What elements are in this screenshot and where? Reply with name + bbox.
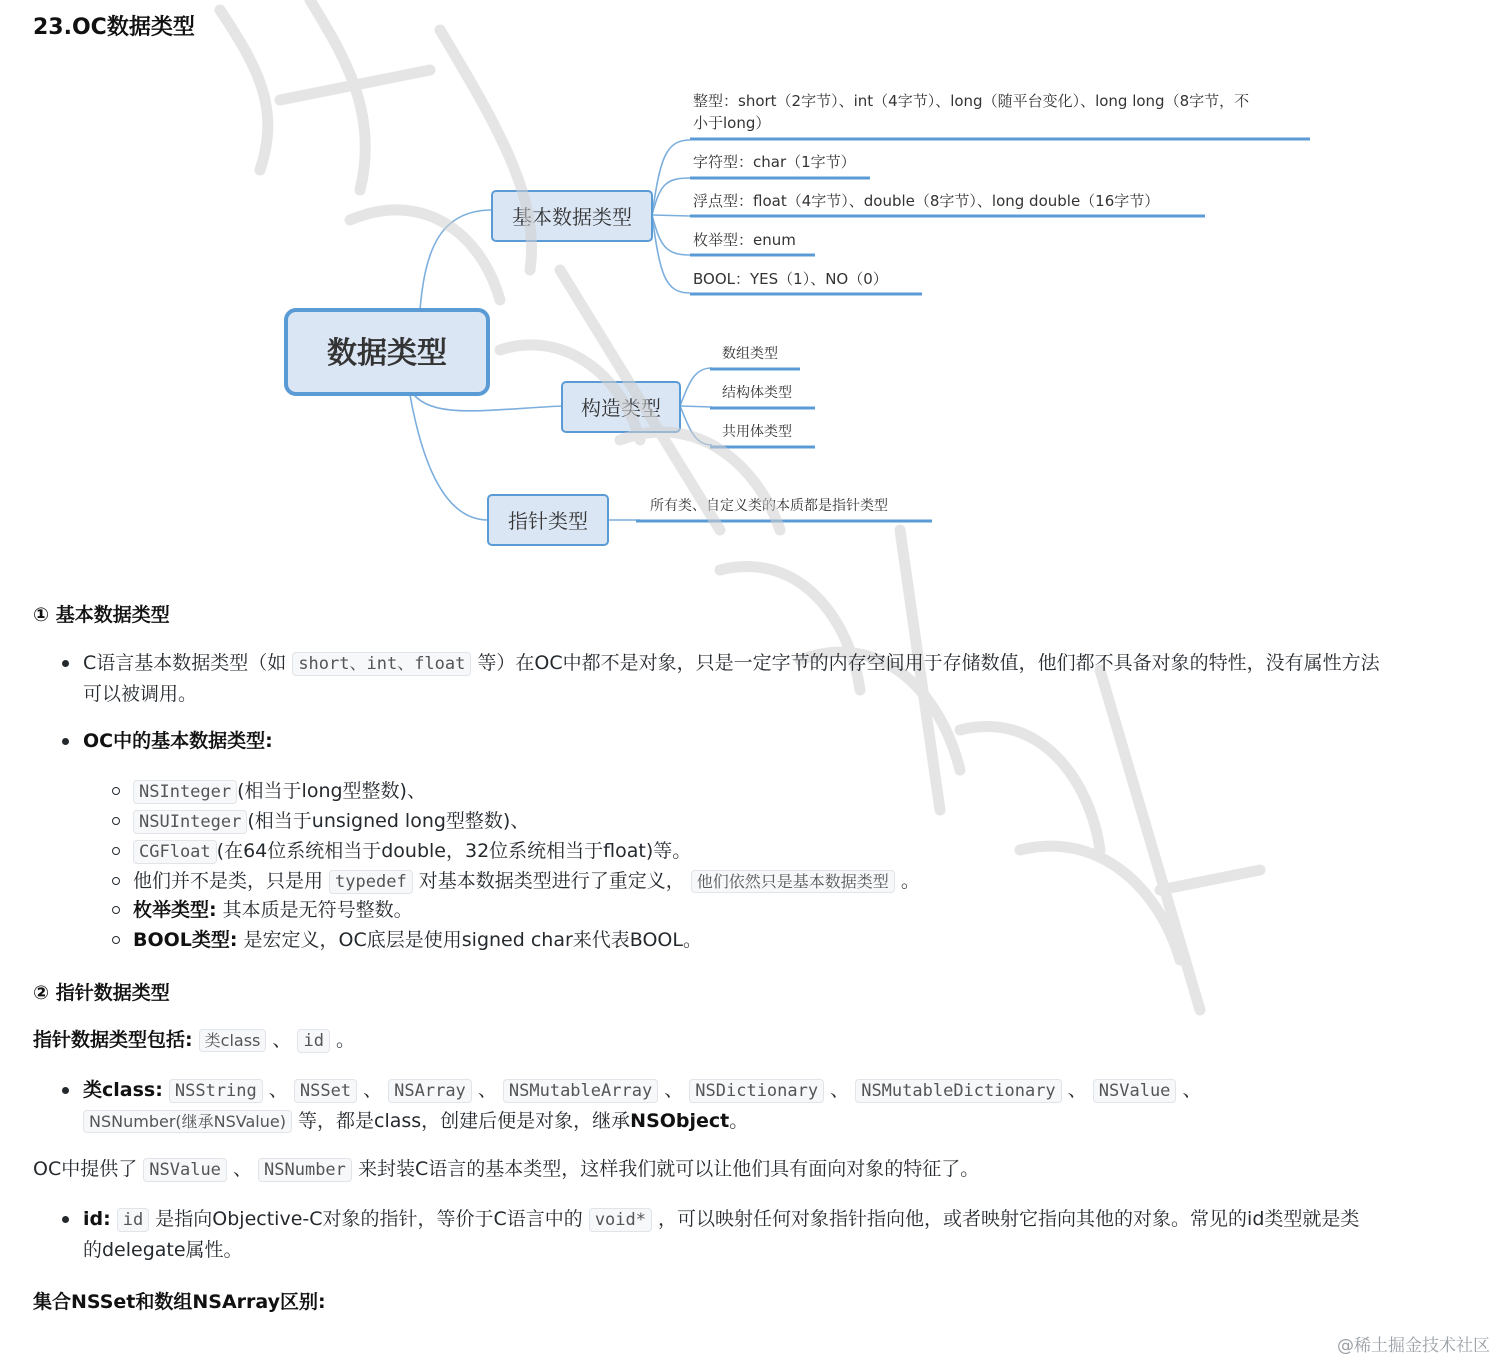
circle-bullet bbox=[112, 847, 120, 855]
struct-item-struct: 结构体类型 bbox=[722, 385, 792, 401]
bullet-dot bbox=[62, 1216, 69, 1223]
text: ，可以映射任何对象指针指向他，或者映射它指向其他的对象。常见的id类型就是类 bbox=[652, 1208, 1360, 1230]
basic-item-integer-cont: 小于long） bbox=[693, 114, 771, 132]
inline-code: NSString bbox=[169, 1079, 263, 1103]
basic-types-node bbox=[492, 191, 652, 241]
text: 等）在OC中都不是对象，只是一定字节的内存空间用于存储数值，他们都不具备对象的特性，没有属性方法 bbox=[471, 652, 1380, 674]
struct-item-union: 共用体类型 bbox=[722, 424, 792, 440]
inline-code: short、int、float bbox=[292, 652, 471, 676]
bold-text: NSObject bbox=[630, 1110, 730, 1132]
text: C语言基本数据类型（如 bbox=[83, 652, 293, 674]
circle-bullet bbox=[112, 936, 120, 944]
text: 是宏定义，OC底层是使用signed char来代表BOOL。 bbox=[237, 929, 702, 951]
inline-code: NSMutableDictionary bbox=[855, 1079, 1061, 1103]
inline-code: NSMutableArray bbox=[503, 1079, 658, 1103]
bold-text: 类class: bbox=[83, 1079, 163, 1101]
text: 、 bbox=[266, 1029, 298, 1051]
inline-code: NSNumber(继承NSValue) bbox=[83, 1110, 292, 1133]
inline-code: id bbox=[117, 1208, 149, 1232]
text: 。 bbox=[329, 1029, 356, 1051]
struct-item-array: 数组类型 bbox=[722, 346, 778, 362]
pointer-types-node bbox=[488, 495, 608, 545]
mind-map-diagram bbox=[0, 0, 1498, 560]
text: 等，都是class，创建后便是对象，继承 bbox=[291, 1110, 631, 1132]
inline-code: NSValue bbox=[143, 1158, 227, 1182]
circle-bullet bbox=[112, 817, 120, 825]
inline-code: NSInteger bbox=[133, 780, 237, 804]
text: 对基本数据类型进行了重定义， bbox=[412, 870, 685, 892]
page-title: 23.OC数据类型 bbox=[33, 15, 195, 40]
inline-code: NSValue bbox=[1093, 1079, 1177, 1103]
inline-code: id bbox=[297, 1029, 329, 1053]
text: 。 bbox=[729, 1110, 749, 1132]
inline-code: NSUInteger bbox=[133, 810, 247, 834]
oc-basic-heading: OC中的基本数据类型: bbox=[83, 730, 273, 752]
struct-types-node bbox=[562, 382, 680, 432]
bullet-dot bbox=[62, 660, 69, 667]
circle-bullet bbox=[112, 877, 120, 885]
struct-types-label: 构造类型 bbox=[581, 396, 661, 420]
circle-bullet bbox=[112, 906, 120, 914]
bold-text: id: bbox=[83, 1208, 111, 1230]
inline-code: NSDictionary bbox=[689, 1079, 824, 1103]
inline-code: typedef bbox=[329, 870, 413, 894]
text: 的delegate属性。 bbox=[83, 1239, 243, 1261]
circle-bullet bbox=[112, 787, 120, 795]
inline-code: 他们依然只是基本数据类型 bbox=[691, 870, 895, 893]
root-node bbox=[286, 310, 488, 394]
root-node-label: 数据类型 bbox=[327, 336, 447, 371]
basic-types-label: 基本数据类型 bbox=[512, 205, 632, 229]
pointer-includes bbox=[33, 1025, 355, 1056]
bold-text: 指针数据类型包括: bbox=[33, 1029, 193, 1051]
section-pointer-heading: ② 指针数据类型 bbox=[33, 982, 170, 1004]
bullet-dot bbox=[62, 1087, 69, 1094]
text: (相当于long型整数)、 bbox=[237, 780, 426, 802]
text: 是指向Objective-C对象的指针，等价于C语言中的 bbox=[149, 1208, 589, 1230]
text: (相当于unsigned long型整数)、 bbox=[247, 810, 530, 832]
text: 来封装C语言的基本类型，这样我们就可以让他们具有面向对象的特征了。 bbox=[351, 1158, 980, 1180]
set-vs-array-heading: 集合NSSet和数组NSArray区别: bbox=[33, 1291, 326, 1313]
footer-watermark: @稀土掘金技术社区 bbox=[1337, 1336, 1490, 1356]
pointer-note: 所有类、自定义类的本质都是指针类型 bbox=[650, 498, 888, 514]
text: (在64位系统相当于double，32位系统相当于float)等。 bbox=[216, 840, 692, 862]
bold-text: 枚举类型: bbox=[133, 899, 217, 921]
pointer-types-label: 指针类型 bbox=[508, 509, 588, 533]
oc-wrap-paragraph bbox=[33, 1154, 979, 1185]
inline-code: void* bbox=[589, 1208, 652, 1232]
text: 。 bbox=[894, 870, 920, 892]
inline-code: NSNumber bbox=[258, 1158, 352, 1182]
basic-item-bool: BOOL：YES（1）、NO（0） bbox=[693, 270, 888, 288]
text: 可以被调用。 bbox=[83, 683, 198, 705]
text: 其本质是无符号整数。 bbox=[216, 899, 413, 921]
inline-code: NSSet bbox=[294, 1079, 357, 1103]
inline-code: 类class bbox=[199, 1029, 267, 1052]
text: 、 bbox=[226, 1158, 259, 1180]
text: OC中提供了 bbox=[33, 1158, 144, 1180]
basic-item-char: 字符型：char（1字节） bbox=[693, 153, 856, 171]
text: 他们并不是类，只是用 bbox=[133, 870, 330, 892]
basic-item-enum: 枚举型：enum bbox=[693, 231, 796, 249]
inline-code: CGFloat bbox=[133, 840, 217, 864]
basic-item-integer: 整型：short（2字节）、int（4字节）、long（随平台变化）、long long（8字节，不 bbox=[693, 92, 1250, 110]
inline-code: NSArray bbox=[388, 1079, 472, 1103]
section-basic-heading: ① 基本数据类型 bbox=[33, 604, 170, 626]
bullet-dot bbox=[62, 738, 69, 745]
bold-text: BOOL类型: bbox=[133, 929, 238, 951]
basic-item-float: 浮点型：float（4字节）、double（8字节）、long double（16字节） bbox=[693, 192, 1160, 210]
